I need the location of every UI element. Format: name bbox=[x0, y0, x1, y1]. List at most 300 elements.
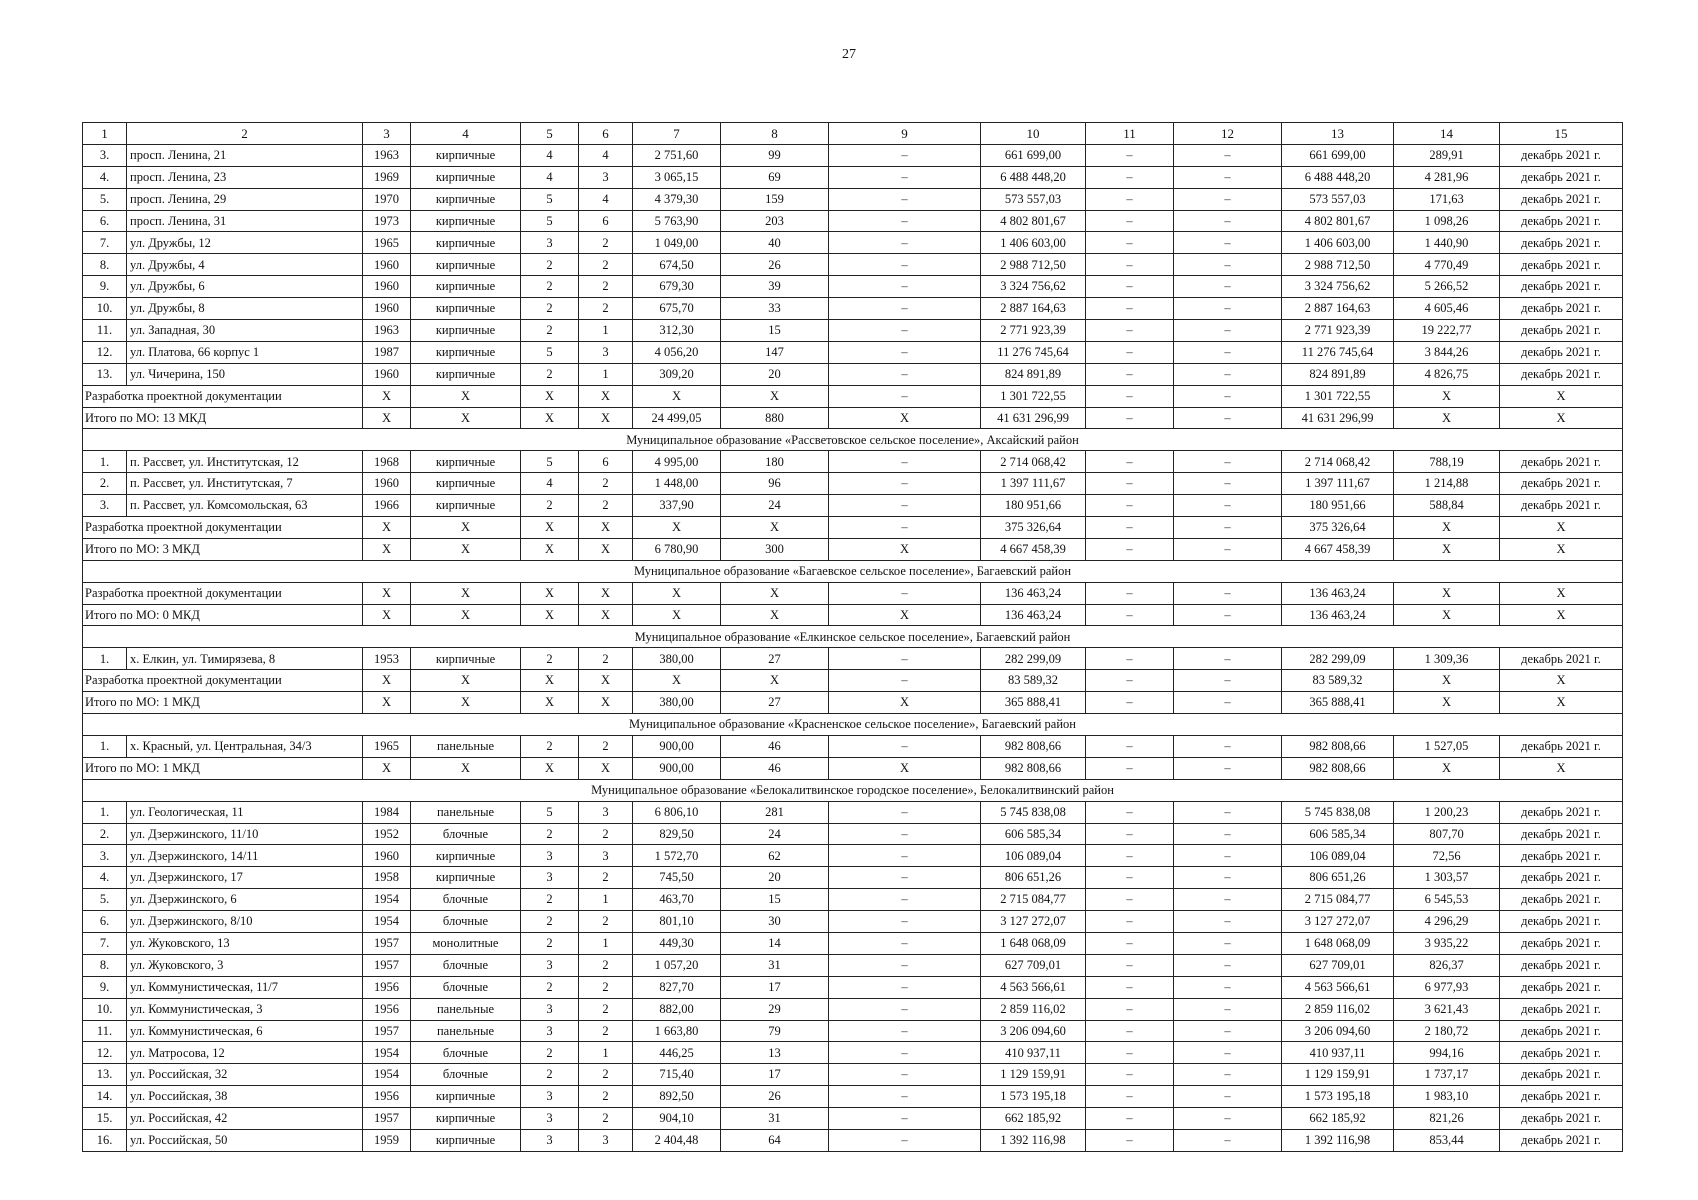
table-cell: – bbox=[1086, 341, 1174, 363]
summary-cell: – bbox=[1174, 692, 1282, 714]
table-cell: 2 bbox=[521, 254, 579, 276]
table-cell: 2 bbox=[579, 976, 633, 998]
table-cell: – bbox=[829, 845, 981, 867]
address-cell: просп. Ленина, 21 bbox=[127, 144, 363, 166]
table-cell: декабрь 2021 г. bbox=[1500, 1042, 1623, 1064]
row-number: 5. bbox=[83, 188, 127, 210]
table-cell: 33 bbox=[721, 298, 829, 320]
table-cell: – bbox=[829, 1108, 981, 1130]
table-cell: 99 bbox=[721, 144, 829, 166]
summary-cell: 41 631 296,99 bbox=[1282, 407, 1394, 429]
summary-cell: Х bbox=[1394, 582, 1500, 604]
table-cell: 573 557,03 bbox=[981, 188, 1086, 210]
summary-cell: Х bbox=[633, 517, 721, 539]
address-cell: ул. Жуковского, 3 bbox=[127, 954, 363, 976]
table-cell: 1957 bbox=[363, 1020, 411, 1042]
table-cell: – bbox=[1086, 276, 1174, 298]
table-cell: 62 bbox=[721, 845, 829, 867]
row-number: 6. bbox=[83, 911, 127, 933]
table-cell: 1 527,05 bbox=[1394, 735, 1500, 757]
row-number: 9. bbox=[83, 976, 127, 998]
address-cell: п. Рассвет, ул. Институтская, 7 bbox=[127, 473, 363, 495]
table-cell: 11 276 745,64 bbox=[1282, 341, 1394, 363]
summary-cell: Х bbox=[579, 385, 633, 407]
summary-cell: 83 589,32 bbox=[1282, 670, 1394, 692]
summary-cell: Х bbox=[829, 692, 981, 714]
summary-cell: Х bbox=[411, 757, 521, 779]
table-cell: 982 808,66 bbox=[1282, 735, 1394, 757]
table-cell: – bbox=[829, 298, 981, 320]
table-row bbox=[83, 845, 1623, 867]
table-cell: – bbox=[1086, 801, 1174, 823]
summary-cell: Х bbox=[633, 604, 721, 626]
table-cell: 1956 bbox=[363, 998, 411, 1020]
table-cell: 29 bbox=[721, 998, 829, 1020]
table-cell: 1965 bbox=[363, 232, 411, 254]
table-cell: 4 826,75 bbox=[1394, 363, 1500, 385]
table-cell: 5 bbox=[521, 451, 579, 473]
table-cell: 2 bbox=[579, 232, 633, 254]
row-number: 1. bbox=[83, 648, 127, 670]
table-cell: 1 406 603,00 bbox=[981, 232, 1086, 254]
table-cell: 2 bbox=[521, 298, 579, 320]
summary-cell: Х bbox=[363, 692, 411, 714]
table-cell: – bbox=[829, 735, 981, 757]
summary-cell: Х bbox=[1500, 757, 1623, 779]
summary-cell: Х bbox=[829, 407, 981, 429]
table-cell: декабрь 2021 г. bbox=[1500, 451, 1623, 473]
table-cell: 31 bbox=[721, 954, 829, 976]
municipality-section-title: Муниципальное образование «Красненское сельское поселение», Багаевский район bbox=[83, 714, 1623, 736]
table-cell: 2 bbox=[579, 911, 633, 933]
table-cell: 2 bbox=[521, 1042, 579, 1064]
summary-label: Разработка проектной документации bbox=[83, 670, 363, 692]
table-cell: 2 bbox=[521, 735, 579, 757]
table-cell: 15 bbox=[721, 889, 829, 911]
table-cell: 106 089,04 bbox=[1282, 845, 1394, 867]
summary-cell: Х bbox=[1500, 385, 1623, 407]
table-cell: – bbox=[829, 1020, 981, 1042]
table-cell: – bbox=[1086, 144, 1174, 166]
summary-cell: Х bbox=[721, 385, 829, 407]
table-cell: – bbox=[1174, 276, 1282, 298]
summary-cell: Х bbox=[1394, 670, 1500, 692]
table-row bbox=[83, 276, 1623, 298]
row-number: 7. bbox=[83, 932, 127, 954]
table-cell: кирпичные bbox=[411, 1108, 521, 1130]
summary-cell: – bbox=[829, 582, 981, 604]
section-header-row bbox=[83, 429, 1623, 451]
table-cell: 3 324 756,62 bbox=[981, 276, 1086, 298]
table-cell: 1984 bbox=[363, 801, 411, 823]
summary-cell: Х bbox=[721, 670, 829, 692]
table-cell: – bbox=[829, 648, 981, 670]
summary-row bbox=[83, 517, 1623, 539]
table-cell: 281 bbox=[721, 801, 829, 823]
summary-cell: 900,00 bbox=[633, 757, 721, 779]
column-number-header bbox=[83, 123, 1623, 145]
table-cell: 3 206 094,60 bbox=[981, 1020, 1086, 1042]
summary-cell: 83 589,32 bbox=[981, 670, 1086, 692]
row-number: 11. bbox=[83, 1020, 127, 1042]
summary-cell: Х bbox=[363, 538, 411, 560]
summary-cell: Х bbox=[411, 538, 521, 560]
summary-cell: Х bbox=[721, 517, 829, 539]
table-row bbox=[83, 188, 1623, 210]
table-row bbox=[83, 451, 1623, 473]
table-cell: – bbox=[1086, 845, 1174, 867]
summary-cell: – bbox=[1174, 517, 1282, 539]
header-row bbox=[83, 123, 1623, 145]
table-cell: 6 bbox=[579, 210, 633, 232]
table-row bbox=[83, 254, 1623, 276]
table-cell: – bbox=[829, 320, 981, 342]
table-cell: 159 bbox=[721, 188, 829, 210]
address-cell: ул. Жуковского, 13 bbox=[127, 932, 363, 954]
table-row bbox=[83, 473, 1623, 495]
table-cell: – bbox=[1174, 911, 1282, 933]
table-cell: 2 bbox=[521, 823, 579, 845]
table-row bbox=[83, 911, 1623, 933]
table-cell: 1965 bbox=[363, 735, 411, 757]
summary-cell: Х bbox=[521, 385, 579, 407]
table-cell: 1 392 116,98 bbox=[1282, 1129, 1394, 1151]
table-cell: кирпичные bbox=[411, 648, 521, 670]
address-cell: ул. Дружбы, 4 bbox=[127, 254, 363, 276]
table-cell: кирпичные bbox=[411, 363, 521, 385]
address-cell: ул. Российская, 50 bbox=[127, 1129, 363, 1151]
table-cell: 1956 bbox=[363, 1086, 411, 1108]
table-cell: – bbox=[1174, 823, 1282, 845]
table-cell: 3 bbox=[579, 801, 633, 823]
table-row bbox=[83, 1042, 1623, 1064]
table-cell: 801,10 bbox=[633, 911, 721, 933]
row-number: 10. bbox=[83, 298, 127, 320]
summary-cell: – bbox=[1174, 385, 1282, 407]
table-cell: – bbox=[1086, 232, 1174, 254]
table-cell: – bbox=[1174, 451, 1282, 473]
address-cell: ул. Дзержинского, 11/10 bbox=[127, 823, 363, 845]
table-cell: 1956 bbox=[363, 976, 411, 998]
table-cell: 5 bbox=[521, 341, 579, 363]
summary-cell: Х bbox=[721, 604, 829, 626]
table-cell: 4 bbox=[521, 166, 579, 188]
table-cell: – bbox=[1086, 976, 1174, 998]
table-cell: 2 bbox=[521, 276, 579, 298]
summary-cell: 6 780,90 bbox=[633, 538, 721, 560]
summary-cell: Х bbox=[1394, 692, 1500, 714]
summary-label: Итого по МО: 0 МКД bbox=[83, 604, 363, 626]
address-cell: ул. Дзержинского, 8/10 bbox=[127, 911, 363, 933]
table-cell: 2 bbox=[579, 495, 633, 517]
row-number: 10. bbox=[83, 998, 127, 1020]
table-cell: 982 808,66 bbox=[981, 735, 1086, 757]
table-cell: – bbox=[829, 276, 981, 298]
table-cell: 4 802 801,67 bbox=[981, 210, 1086, 232]
table-cell: 2 404,48 bbox=[633, 1129, 721, 1151]
table-row bbox=[83, 232, 1623, 254]
table-cell: 827,70 bbox=[633, 976, 721, 998]
address-cell: ул. Дзержинского, 17 bbox=[127, 867, 363, 889]
summary-row bbox=[83, 385, 1623, 407]
summary-cell: – bbox=[1086, 582, 1174, 604]
address-cell: ул. Дружбы, 6 bbox=[127, 276, 363, 298]
housing-register-table bbox=[82, 122, 1623, 1152]
table-body bbox=[83, 144, 1623, 1151]
row-number: 7. bbox=[83, 232, 127, 254]
table-cell: – bbox=[1174, 144, 1282, 166]
address-cell: просп. Ленина, 31 bbox=[127, 210, 363, 232]
table-cell: 1953 bbox=[363, 648, 411, 670]
summary-cell: Х bbox=[363, 407, 411, 429]
table-cell: 40 bbox=[721, 232, 829, 254]
address-cell: ул. Коммунистическая, 6 bbox=[127, 1020, 363, 1042]
summary-cell: 982 808,66 bbox=[981, 757, 1086, 779]
summary-cell: Х bbox=[411, 670, 521, 692]
summary-cell: 375 326,64 bbox=[1282, 517, 1394, 539]
table-cell: – bbox=[829, 911, 981, 933]
table-cell: 2 771 923,39 bbox=[1282, 320, 1394, 342]
table-cell: – bbox=[829, 1086, 981, 1108]
table-cell: панельные bbox=[411, 1020, 521, 1042]
table-cell: 2 859 116,02 bbox=[981, 998, 1086, 1020]
table-cell: 1960 bbox=[363, 298, 411, 320]
table-cell: 5 745 838,08 bbox=[981, 801, 1086, 823]
table-cell: 573 557,03 bbox=[1282, 188, 1394, 210]
table-cell: декабрь 2021 г. bbox=[1500, 845, 1623, 867]
summary-cell: – bbox=[1086, 692, 1174, 714]
table-cell: – bbox=[1086, 954, 1174, 976]
row-number: 2. bbox=[83, 823, 127, 845]
table-cell: 31 bbox=[721, 1108, 829, 1130]
table-cell: 1957 bbox=[363, 954, 411, 976]
row-number: 3. bbox=[83, 495, 127, 517]
table-cell: – bbox=[829, 495, 981, 517]
table-cell: декабрь 2021 г. bbox=[1500, 166, 1623, 188]
table-cell: 1 648 068,09 bbox=[981, 932, 1086, 954]
summary-row bbox=[83, 407, 1623, 429]
table-cell: – bbox=[1174, 845, 1282, 867]
table-cell: – bbox=[829, 166, 981, 188]
table-cell: декабрь 2021 г. bbox=[1500, 232, 1623, 254]
table-row bbox=[83, 495, 1623, 517]
summary-cell: 46 bbox=[721, 757, 829, 779]
table-cell: – bbox=[829, 889, 981, 911]
table-row bbox=[83, 1086, 1623, 1108]
row-number: 4. bbox=[83, 166, 127, 188]
summary-cell: 24 499,05 bbox=[633, 407, 721, 429]
summary-cell: Х bbox=[829, 538, 981, 560]
summary-cell: Х bbox=[363, 670, 411, 692]
table-cell: 26 bbox=[721, 254, 829, 276]
section-header-row bbox=[83, 779, 1623, 801]
address-cell: ул. Чичерина, 150 bbox=[127, 363, 363, 385]
table-cell: – bbox=[1174, 188, 1282, 210]
summary-label: Разработка проектной документации bbox=[83, 517, 363, 539]
table-cell: 2 887 164,63 bbox=[981, 298, 1086, 320]
table-cell: – bbox=[829, 954, 981, 976]
table-cell: 606 585,34 bbox=[981, 823, 1086, 845]
summary-cell: – bbox=[1086, 517, 1174, 539]
table-cell: – bbox=[829, 1042, 981, 1064]
table-cell: 2 bbox=[579, 998, 633, 1020]
row-number: 8. bbox=[83, 954, 127, 976]
summary-cell: Х bbox=[521, 757, 579, 779]
summary-cell: – bbox=[1086, 385, 1174, 407]
table-cell: 2 bbox=[579, 276, 633, 298]
table-cell: кирпичные bbox=[411, 232, 521, 254]
table-row bbox=[83, 320, 1623, 342]
table-cell: декабрь 2021 г. bbox=[1500, 254, 1623, 276]
table-cell: 2 bbox=[579, 1086, 633, 1108]
table-cell: 1 049,00 bbox=[633, 232, 721, 254]
table-cell: декабрь 2021 г. bbox=[1500, 473, 1623, 495]
table-cell: – bbox=[1086, 210, 1174, 232]
summary-cell: Х bbox=[521, 582, 579, 604]
table-cell: – bbox=[1086, 254, 1174, 276]
table-cell: 64 bbox=[721, 1129, 829, 1151]
table-cell: 1952 bbox=[363, 823, 411, 845]
summary-cell: 982 808,66 bbox=[1282, 757, 1394, 779]
table-cell: 380,00 bbox=[633, 648, 721, 670]
summary-cell: – bbox=[1086, 757, 1174, 779]
table-row bbox=[83, 144, 1623, 166]
table-cell: 3 127 272,07 bbox=[1282, 911, 1394, 933]
table-cell: 1 309,36 bbox=[1394, 648, 1500, 670]
summary-cell: Х bbox=[829, 604, 981, 626]
table-cell: 2 715 084,77 bbox=[981, 889, 1086, 911]
table-cell: 4 281,96 bbox=[1394, 166, 1500, 188]
summary-cell: 300 bbox=[721, 538, 829, 560]
summary-cell: Х bbox=[1394, 517, 1500, 539]
table-cell: – bbox=[829, 232, 981, 254]
row-number: 15. bbox=[83, 1108, 127, 1130]
table-cell: – bbox=[1174, 867, 1282, 889]
table-cell: блочные bbox=[411, 1064, 521, 1086]
table-row bbox=[83, 210, 1623, 232]
summary-cell: – bbox=[1174, 757, 1282, 779]
table-cell: – bbox=[1174, 1042, 1282, 1064]
table-cell: 3 bbox=[579, 1129, 633, 1151]
table-cell: 821,26 bbox=[1394, 1108, 1500, 1130]
table-cell: 606 585,34 bbox=[1282, 823, 1394, 845]
table-cell: 829,50 bbox=[633, 823, 721, 845]
table-cell: 1 573 195,18 bbox=[981, 1086, 1086, 1108]
table-cell: 282 299,09 bbox=[1282, 648, 1394, 670]
table-cell: 3 bbox=[521, 1129, 579, 1151]
table-cell: 410 937,11 bbox=[1282, 1042, 1394, 1064]
table-cell: – bbox=[1086, 1042, 1174, 1064]
table-cell: 4 605,46 bbox=[1394, 298, 1500, 320]
table-cell: 1960 bbox=[363, 363, 411, 385]
table-cell: блочные bbox=[411, 823, 521, 845]
table-cell: – bbox=[1174, 341, 1282, 363]
table-cell: блочные bbox=[411, 889, 521, 911]
table-cell: 826,37 bbox=[1394, 954, 1500, 976]
table-cell: 289,91 bbox=[1394, 144, 1500, 166]
table-cell: – bbox=[1086, 998, 1174, 1020]
table-cell: 1 392 116,98 bbox=[981, 1129, 1086, 1151]
summary-cell: – bbox=[829, 385, 981, 407]
table-cell: – bbox=[829, 451, 981, 473]
summary-cell: Х bbox=[829, 757, 981, 779]
table-cell: 1954 bbox=[363, 1064, 411, 1086]
summary-cell: 1 301 722,55 bbox=[981, 385, 1086, 407]
table-cell: 675,70 bbox=[633, 298, 721, 320]
summary-cell: Х bbox=[1394, 538, 1500, 560]
table-cell: декабрь 2021 г. bbox=[1500, 1086, 1623, 1108]
table-cell: 3 206 094,60 bbox=[1282, 1020, 1394, 1042]
table-cell: 2 bbox=[579, 254, 633, 276]
summary-cell: Х bbox=[1394, 757, 1500, 779]
table-cell: 2 771 923,39 bbox=[981, 320, 1086, 342]
table-cell: 661 699,00 bbox=[981, 144, 1086, 166]
table-row bbox=[83, 648, 1623, 670]
header-cell: 13 bbox=[1282, 123, 1394, 145]
table-cell: – bbox=[1174, 735, 1282, 757]
table-cell: 1 737,17 bbox=[1394, 1064, 1500, 1086]
table-cell: 4 bbox=[521, 144, 579, 166]
summary-cell: Х bbox=[411, 692, 521, 714]
table-cell: – bbox=[1086, 735, 1174, 757]
table-cell: 6 977,93 bbox=[1394, 976, 1500, 998]
summary-cell: 136 463,24 bbox=[981, 604, 1086, 626]
table-cell: – bbox=[1086, 473, 1174, 495]
summary-label: Итого по МО: 13 МКД bbox=[83, 407, 363, 429]
table-cell: 3 127 272,07 bbox=[981, 911, 1086, 933]
table-cell: декабрь 2021 г. bbox=[1500, 320, 1623, 342]
summary-cell: Х bbox=[633, 670, 721, 692]
row-number: 3. bbox=[83, 144, 127, 166]
table-cell: – bbox=[829, 473, 981, 495]
table-cell: кирпичные bbox=[411, 845, 521, 867]
table-cell: 2 bbox=[521, 320, 579, 342]
summary-cell: Х bbox=[1500, 670, 1623, 692]
table-cell: 1960 bbox=[363, 276, 411, 298]
table-cell: декабрь 2021 г. bbox=[1500, 823, 1623, 845]
table-cell: 2 715 084,77 bbox=[1282, 889, 1394, 911]
header-cell: 4 bbox=[411, 123, 521, 145]
summary-cell: 880 bbox=[721, 407, 829, 429]
table-cell: 5 bbox=[521, 188, 579, 210]
table-cell: – bbox=[829, 254, 981, 276]
table-cell: – bbox=[1086, 188, 1174, 210]
summary-cell: Х bbox=[411, 582, 521, 604]
table-cell: кирпичные bbox=[411, 254, 521, 276]
table-cell: – bbox=[1086, 889, 1174, 911]
table-cell: панельные bbox=[411, 801, 521, 823]
table-row bbox=[83, 801, 1623, 823]
table-cell: кирпичные bbox=[411, 495, 521, 517]
table-cell: – bbox=[1086, 823, 1174, 845]
address-cell: ул. Матросова, 12 bbox=[127, 1042, 363, 1064]
page-number: 27 bbox=[842, 47, 856, 62]
table-cell: 627 709,01 bbox=[1282, 954, 1394, 976]
table-cell: 4 770,49 bbox=[1394, 254, 1500, 276]
table-cell: 1969 bbox=[363, 166, 411, 188]
table-cell: 674,50 bbox=[633, 254, 721, 276]
table-cell: 2 988 712,50 bbox=[1282, 254, 1394, 276]
header-cell: 9 bbox=[829, 123, 981, 145]
summary-cell: Х bbox=[521, 407, 579, 429]
row-number: 6. bbox=[83, 210, 127, 232]
summary-cell: Х bbox=[1500, 604, 1623, 626]
table-cell: 1963 bbox=[363, 320, 411, 342]
summary-cell: – bbox=[1086, 670, 1174, 692]
table-cell: 2 bbox=[579, 1108, 633, 1130]
municipality-section-title: Муниципальное образование «Рассветовское сельское поселение», Аксайский район bbox=[83, 429, 1623, 451]
summary-cell: Х bbox=[411, 517, 521, 539]
